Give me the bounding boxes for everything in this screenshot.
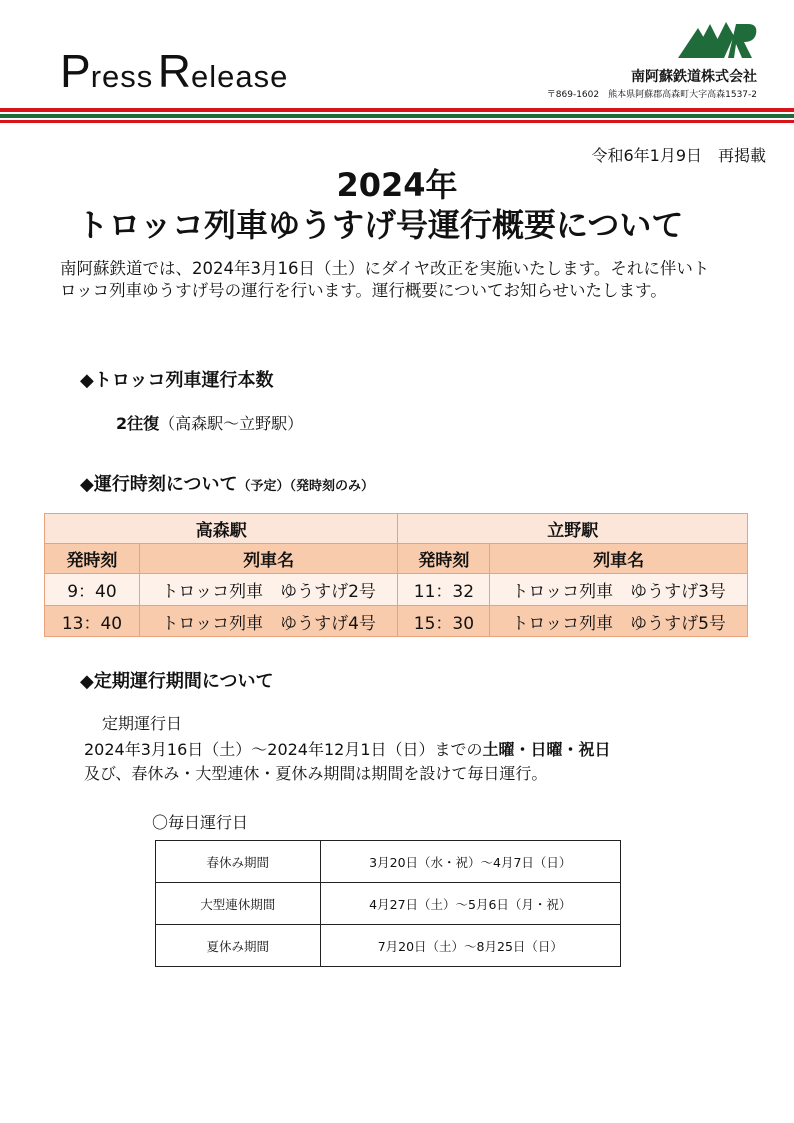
trip-count [116, 411, 303, 434]
publish-date: 令和6年1月9日 再掲載 [591, 146, 766, 165]
section-heading-period: ◆定期運行期間について [80, 671, 274, 692]
table-row [45, 544, 748, 574]
period-range [84, 737, 611, 760]
company-logo-icon [678, 18, 758, 62]
company-name: 南阿蘇鉄道株式会社 [631, 69, 757, 85]
company-address: 〒869-1602 熊本県阿蘇郡高森町大字高森1537-2 [546, 90, 757, 100]
train-name: トロッコ列車 ゆうすげ5号 [490, 606, 748, 637]
departure-time: 9：40 [45, 574, 140, 606]
period-name: 春休み期間 [156, 841, 321, 883]
intro-paragraph: 南阿蘇鉄道では、2024年3月16日（土）にダイヤ改正を実施いたします。それに伴いトロッコ列車ゆうすげ号の運行を行います。運行概要についてお知らせいたします。 [60, 259, 710, 300]
col-header-name: 列車名 [490, 544, 748, 574]
col-header-time: 発時刻 [45, 544, 140, 574]
train-name: トロッコ列車 ゆうすげ3号 [490, 574, 748, 606]
period-extra: 及び、春休み・大型連休・夏休み期間は期間を設けて毎日運行。 [84, 764, 548, 783]
station-header-right: 立野駅 [398, 514, 748, 544]
section2-heading-text: ◆運行時刻について [80, 474, 238, 495]
col-header-name: 列車名 [139, 544, 398, 574]
trip-route: （高森駅～立野駅） [159, 414, 304, 433]
daily-heading: 〇毎日運行日 [152, 813, 249, 832]
col-header-time: 発時刻 [398, 544, 490, 574]
departure-time: 13：40 [45, 606, 140, 637]
section-heading-trains: ◆トロッコ列車運行本数 [80, 370, 274, 391]
station-header-left: 高森駅 [45, 514, 398, 544]
table-row [156, 883, 621, 925]
daily-period-table [155, 840, 621, 967]
table-row [156, 925, 621, 967]
table-row [45, 574, 748, 606]
departure-time: 11：32 [398, 574, 490, 606]
trip-count-value: 2往復 [116, 414, 160, 433]
section-heading-timetable [80, 470, 374, 496]
period-label: 定期運行日 [102, 714, 183, 733]
section2-note: （予定）（発時刻のみ） [237, 479, 374, 494]
train-name: トロッコ列車 ゆうすげ4号 [139, 606, 398, 637]
header-divider-green [0, 114, 794, 118]
period-name: 夏休み期間 [156, 925, 321, 967]
period-name: 大型連休期間 [156, 883, 321, 925]
press-release-title: Press Release [60, 45, 289, 97]
period-range-text: 2024年3月16日（土）～2024年12月1日（日）までの [84, 740, 483, 759]
timetable [44, 513, 748, 637]
period-range-days: 土曜・日曜・祝日 [482, 740, 611, 759]
period-dates: 3月20日（水・祝）～4月7日（日） [320, 841, 620, 883]
period-dates: 4月27日（土）～5月6日（月・祝） [320, 883, 620, 925]
table-row [156, 841, 621, 883]
departure-time: 15：30 [398, 606, 490, 637]
doc-title: トロッコ列車ゆうすげ号運行概要について [76, 206, 684, 244]
doc-title-year: 2024年 [336, 166, 458, 204]
header-divider-red2 [0, 120, 794, 123]
table-row [45, 606, 748, 637]
table-row [45, 514, 748, 544]
train-name: トロッコ列車 ゆうすげ2号 [139, 574, 398, 606]
period-dates: 7月20日（土）～8月25日（日） [320, 925, 620, 967]
